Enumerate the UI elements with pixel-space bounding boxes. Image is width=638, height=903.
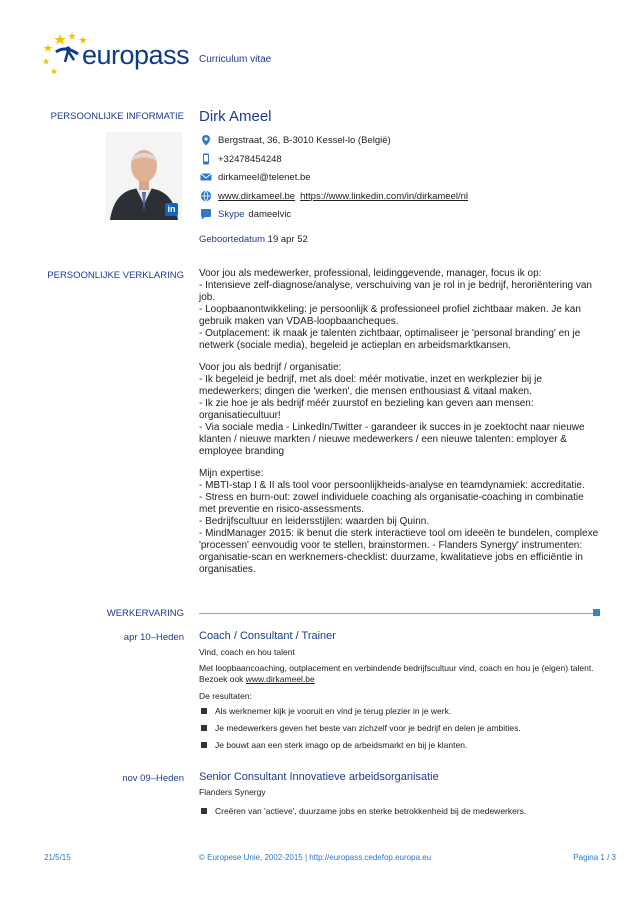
job-description-text: Met loopbaancoaching, outplacement en verbindende bedrijfscultuur vind, coach en hou je (eigen) talent. Bezoek ook [199, 663, 594, 684]
birth-row [199, 234, 308, 245]
statement-line: - Stress en burn-out: zowel individuele coaching als organisatie-coaching in combinatie met preventie en risico-assessments. [199, 492, 584, 515]
section-label-personal: PERSOONLIJKE INFORMATIE [50, 111, 184, 122]
list-item [199, 740, 599, 751]
statement-line: - Loopbaanontwikkeling: je persoonlijk & professioneel profiel zichtbaar maken. Je kan gebruik maken van VDAB-loopbaancheques. [199, 304, 581, 327]
section-label-statement: PERSOONLIJKE VERKLARING [47, 270, 184, 281]
statement-line: - Outplacement: ik maak je talenten zichtbaar, optimaliseer je 'personal branding' en je netwerk (sociale media), begeleid je actieplan en arbeidsmarktkansen. [199, 328, 581, 351]
bullet-icon [201, 808, 207, 814]
statement-line: Mijn expertise: [199, 468, 264, 479]
phone-text: +32478454248 [218, 153, 282, 165]
statement-line: Voor jou als bedrijf / organisatie: [199, 362, 342, 373]
skype-row [200, 208, 291, 220]
job-bullets [199, 706, 599, 757]
section-label-experience: WERKERVARING [106, 608, 184, 619]
birth-label: Geboortedatum [199, 234, 266, 245]
bullet-icon [201, 725, 207, 731]
email-row [200, 171, 311, 183]
globe-icon [200, 190, 212, 202]
linkedin-icon[interactable]: in [165, 203, 178, 216]
footer-copyright: © Europese Unie, 2002-2015 | http://europass.cedefop.europa.eu [199, 853, 432, 862]
job-description [199, 663, 599, 685]
birth-value: 19 apr 52 [267, 234, 308, 245]
website-link-1[interactable]: www.dirkameel.be [218, 190, 296, 202]
address-row [200, 134, 391, 146]
footer-page-number: Pagina 1 / 3 [573, 853, 616, 862]
section-divider-marker [593, 609, 600, 616]
email-text: dirkameel@telenet.be [218, 171, 311, 183]
address-text: Bergstraat, 36, B-3010 Kessel-lo (België) [218, 134, 391, 146]
statement-line: - MindManager 2015: ik benut die sterk interactieve tool om ideeën te bundelen, complexe 'processen' eenvoudig voor te stellen, brainstormen. - Flanders Synergy' instrumenten: organisatie-scan en werknemers-checklist: duurzame, kwalitatieve jobs en efficiëntie in organisaties. [199, 528, 599, 575]
list-item [199, 806, 599, 817]
phone-row [200, 153, 282, 165]
job-bullets [199, 806, 599, 823]
job-results-label: De resultaten: [199, 691, 252, 701]
statement-blank [199, 458, 599, 468]
skype-label: Skype [218, 208, 245, 220]
logo-text: europass [82, 40, 190, 70]
list-item [199, 706, 599, 717]
website-row [200, 190, 468, 202]
profile-photo [106, 132, 182, 220]
job-employer: Flanders Synergy [199, 787, 266, 797]
cv-title: Curriculum vitae [199, 54, 272, 65]
job-website-link[interactable]: www.dirkameel.be [245, 674, 315, 684]
statement-line: - Via sociale media - LinkedIn/Twitter - garandeer ik succes in je zoektocht naar nieuwe klanten / nieuwe markten / nieuwe medewerkers / een nieuwe talenten: employer & employee branding [199, 422, 585, 457]
statement-line: - Intensieve zelf-diagnose/analyse, verschuiving van je rol in je bedrijf, heroriëntering van job. [199, 280, 592, 303]
email-icon [200, 171, 212, 183]
chat-bubble-icon [200, 208, 212, 220]
job-title: Senior Consultant Innovatieve arbeidsorganisatie [199, 771, 439, 783]
website-link-2[interactable]: https://www.linkedin.com/in/dirkameel/nl [300, 190, 468, 202]
statement-line: - MBTI-stap I & II als tool voor persoonlijkheids-analyse en teamdynamiek: accreditatie. [199, 480, 585, 491]
statement-blank [199, 352, 599, 362]
statement-line: - Ik begeleid je bedrijf, met als doel: méér motivatie, inzet en werkplezier bij je medewerkers; dingen die 'werken', die mensen enthousiast & vitaal maken. [199, 374, 542, 397]
list-item [199, 723, 599, 734]
job-employer: Vind, coach en hou talent [199, 647, 295, 657]
bullet-text: Als werknemer kijk je vooruit en vind je terug plezier in je werk. [215, 706, 452, 716]
bullet-icon [201, 708, 207, 714]
footer-date: 21/5/15 [44, 853, 71, 862]
bullet-text: Je medewerkers geven het beste van zichzelf voor je bedrijf en delen je ambities. [215, 723, 521, 733]
job-period: apr 10–Heden [123, 632, 184, 643]
statement-line: - Ik zie hoe je als bedrijf méér zuurstof en bezieling kan geven aan mensen: organisatiecultuur! [199, 398, 534, 421]
bullet-text: Creëren van 'actieve', duurzame jobs en sterke betrokkenheid bij de medewerkers. [215, 806, 527, 816]
location-icon [200, 134, 212, 146]
section-divider [199, 613, 594, 614]
europass-logo [38, 30, 188, 75]
statement-line: - Bedrijfscultuur en leidersstijlen: waarden bij Quinn. [199, 516, 430, 527]
statement-line: Voor jou als medewerker, professional, leidinggevende, manager, focus ik op: [199, 268, 542, 279]
job-title: Coach / Consultant / Trainer [199, 630, 336, 642]
mobile-phone-icon [200, 153, 212, 165]
job-period: nov 09–Heden [122, 773, 184, 784]
bullet-text: Je bouwt aan een sterk imago op de arbeidsmarkt en bij je klanten. [215, 740, 468, 750]
statement-text [199, 268, 599, 576]
skype-value: dameelvic [248, 208, 292, 220]
bullet-icon [201, 742, 207, 748]
person-name: Dirk Ameel [199, 108, 272, 125]
